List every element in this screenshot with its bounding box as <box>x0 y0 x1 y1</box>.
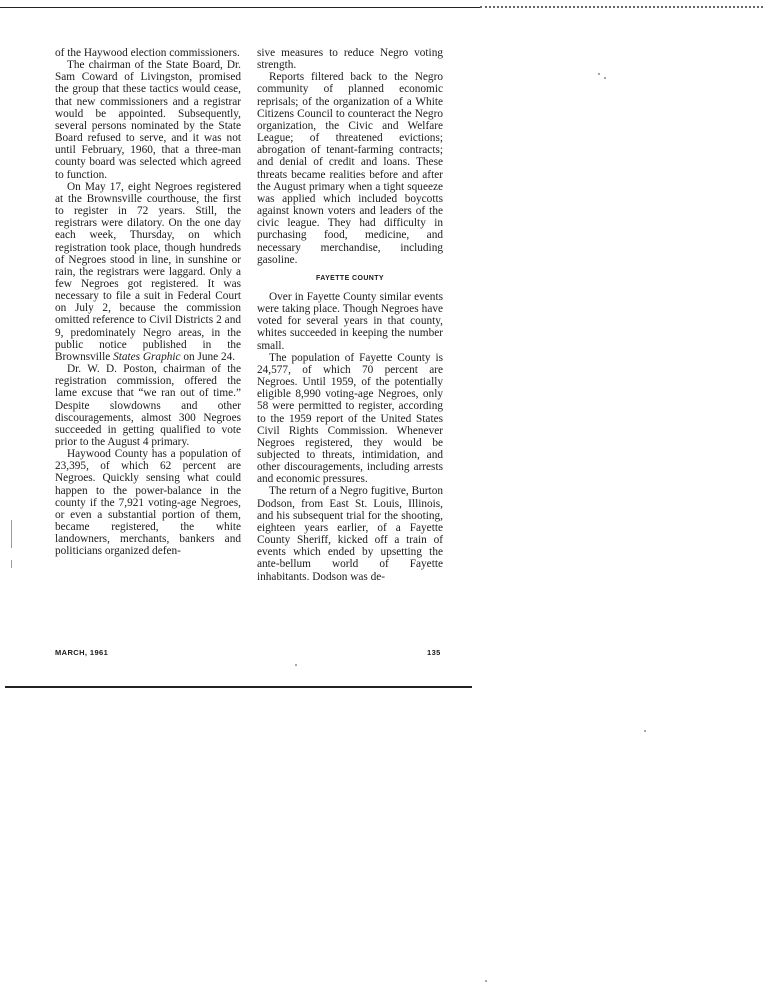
paragraph: Reports filtered back to the Negro community of planned economic reprisals; of the organization of a White Citizens Council to counteract the Negro organization, the Civic and Welfare League; of threatened evictions; abrogation of tenant-farming contracts; and denial of credit and loans. These threats became realities before and after the August primary when a tight squeeze was applied which included boycotts against known voters and leaders of the civic league. They had difficulty in purchasing food, medicine, and necessary merchandise, including gasoline. <box>257 71 443 266</box>
margin-mark <box>11 560 12 568</box>
paragraph: The population of Fayette County is 24,577, of which 70 percent are Negroes. Until 1959, of the potentially eligible 8,990 voting-age Negroes, only 58 were permitted to register, according to the 1959 report of the United States Civil Rights Commission. Whenever Negroes registered, they would be subjected to threats, intimidation, and other discouragements, including arrests and economic pressures. <box>257 351 443 486</box>
left-column <box>55 47 241 558</box>
scan-speck <box>295 664 297 666</box>
paragraph: The return of a Negro fugitive, Burton Dodson, from East St. Louis, Illinois, and his subsequent trial for the shooting, eighteen years earlier, of a Fayette County Sheriff, kicked off a train of events which ended by upsetting the ante-bellum world of Fayette inhabitants. Dodson was de- <box>257 485 443 583</box>
paragraph: Over in Fayette County similar events were taking place. Though Negroes have voted for several years in that county, whites succeeded in keeping the number small. <box>257 290 443 352</box>
right-column <box>257 47 443 583</box>
paragraph <box>55 181 241 363</box>
scan-speck <box>644 730 646 732</box>
paragraph: of the Haywood election commissioners. <box>55 47 240 59</box>
paragraph: Haywood County has a population of 23,395, of which 62 percent are Negroes. Quickly sensing what could happen to the power-balance in the county if the 7,921 voting-age Negroes, or even a substantial portion of them, became registered, the white landowners, merchants, bankers and politicians organized defen- <box>55 448 241 558</box>
scan-speck <box>604 77 606 79</box>
section-heading: FAYETTE COUNTY <box>316 274 384 282</box>
paragraph: The chairman of the State Board, Dr. Sam Coward of Livingston, promised the group that these tactics would cease, that new commissioners and a registrar would be appointed. Subsequently, several persons nominated by the State Board refused to serve, and it was not until February, 1960, that a three-man county board was selected which agreed to function. <box>55 59 241 181</box>
page-number: 135 <box>427 648 441 657</box>
top-rule <box>0 7 480 8</box>
paragraph: sive measures to reduce Negro voting strength. <box>257 47 443 72</box>
bottom-rule <box>5 686 472 688</box>
scan-speck <box>598 73 600 75</box>
footer-date: MARCH, 1961 <box>55 648 109 657</box>
paragraph-text-end: on June 24. <box>180 350 236 363</box>
newspaper-title: States Graphic <box>113 350 181 363</box>
top-dotted-rule <box>480 6 763 8</box>
paragraph-text: On May 17, eight Negroes registered at the Brownsville courthouse, the first to register in 72 years. Still, the registrars were dilatory. On the one day each week, Thursday, on which registration took place, though hundreds of Negroes stood in line, in sunshine or rain, the registrars were laggard. Only a few Negroes got registered. It was necessary to file a suit in Federal Court on July 2, because the commission omitted reference to Civil Districts 2 and 9, predominately Negro areas, in the public notice published in the Brownsville <box>55 180 241 363</box>
margin-mark <box>11 520 12 548</box>
scan-speck <box>485 980 487 982</box>
paragraph: Dr. W. D. Poston, chairman of the registration commission, offered the lame excuse that “we ran out of time.” Despite slowdowns and other discouragements, almost 300 Negroes succeeded in getting qualified to vote prior to the August 4 primary. <box>55 363 241 448</box>
